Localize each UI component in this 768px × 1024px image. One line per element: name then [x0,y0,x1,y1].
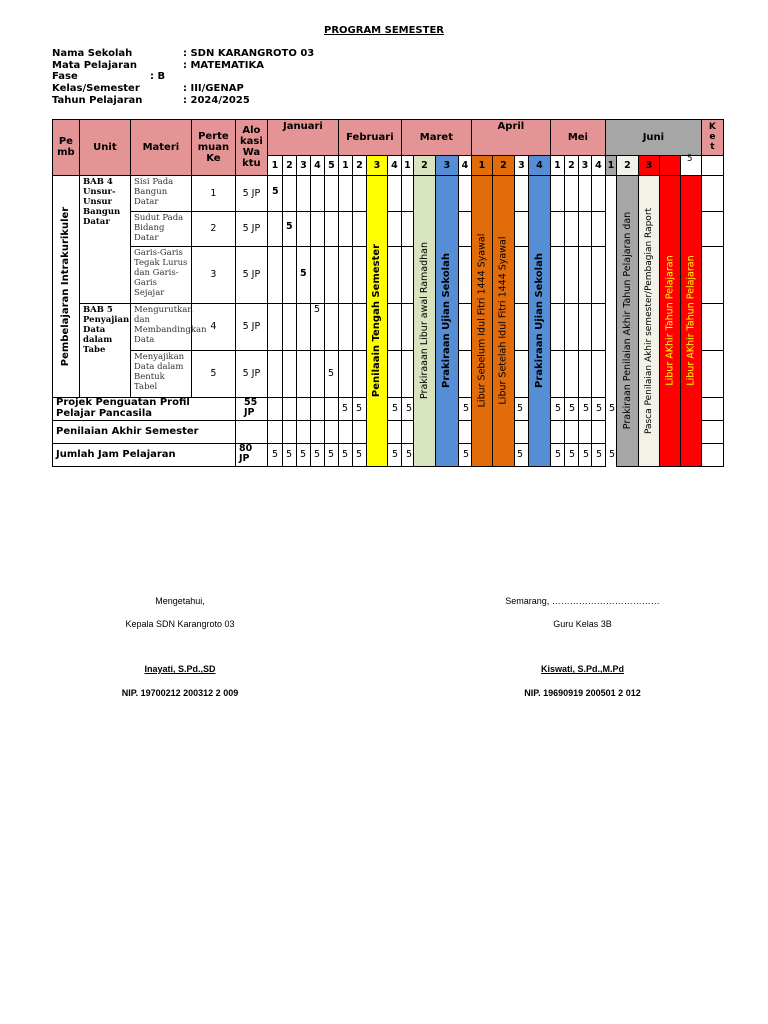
materi-cell: Garis-Garis Tegak Lurus dan Garis-Garis Sejajar [130,246,192,304]
jumlah-mark: 5 [314,449,321,460]
week-cell [387,211,402,247]
week-number: 4 [528,155,551,176]
ket-week-cell [701,155,724,176]
week-cell [458,175,472,212]
week-number: 1 [338,155,353,176]
week-cell [514,420,529,444]
week-number: 3 [296,155,311,176]
week-number: 3 [514,155,529,176]
info-value: : III/GENAP [183,83,244,95]
week-cell [458,246,472,304]
week-cell [591,175,606,212]
jumlah-alokasi: 80 JP [235,443,268,467]
jumlah-mark: 5 [463,449,470,460]
projek-alokasi: 55 JP [235,397,268,421]
band-idul-2-text: Libur Setelah Idul Fitri 1444 Syawal [497,236,509,405]
band-libur-1-text: Libur AKhir Tahun Pelajaran [664,255,676,387]
week-cell [338,303,353,351]
header-ket: K e t [701,119,724,156]
week-number: 3 [435,155,459,176]
info-value: : MATEMATIKA [183,59,264,71]
jumlah-mark: 5 [286,449,293,460]
pertemuan-cell: 4 [191,303,236,351]
projek-mark: 5 [583,403,590,414]
alokasi-cell: 5 JP [235,246,268,304]
week-cell [267,211,283,247]
week-number [659,155,681,176]
projek-mark: 5 [596,403,603,414]
week-cell [310,350,325,398]
week-cell [282,175,297,212]
jumlah-mark: 5 [555,449,562,460]
week-cell [387,303,402,351]
week-cell [514,175,529,212]
week-cell [550,350,565,398]
projek-mark: 5 [555,403,562,414]
pertemuan-cell: 2 [191,211,236,247]
week-cell [401,246,414,304]
info-row-class [52,83,244,95]
week-cell [564,303,579,351]
teacher-name: Kiswati, S.Pd.,M.Pd [540,664,624,674]
week-cell [550,211,565,247]
page-title: PROGRAM SEMESTER [324,25,444,36]
band-ujian-2-text: Prakiraan Ujian Sekolah [533,253,545,389]
week-cell [550,303,565,351]
jumlah-mark: 5 [406,449,413,460]
week-cell [401,175,414,212]
week-cell [352,420,367,444]
left-line2: Kepala SDN Karangroto 03 [125,619,235,629]
schedule-mark: 5 [300,268,307,279]
section-label-text: Pembelajaran Intrakurikuler [60,206,72,367]
info-value: : 2024/2025 [183,94,250,106]
band-libur-2-text: Libur AKhir Tahun Pelajaran [685,255,697,387]
week-number: 4 [591,155,606,176]
week-cell [282,420,297,444]
week-cell [338,420,353,444]
week-number: 2 [564,155,579,176]
principal-name: Inayati, S.Pd.,SD [144,664,216,674]
week-cell [282,246,297,304]
semester-table [52,119,723,467]
week-cell [296,211,311,247]
jumlah-mark: 5 [583,449,590,460]
week-number: 1 [401,155,414,176]
schedule-mark: 5 [314,304,321,315]
info-value: : B [150,71,166,83]
week-cell [591,420,606,444]
info-label: Fase [52,71,78,83]
week-cell [550,420,565,444]
week-cell [514,303,529,351]
week-cell [352,246,367,304]
jumlah-mark: 5 [356,449,363,460]
band-pasca-text: Pasca Penilaian Akhir semester/Pembagian Raport [643,207,654,434]
band-idul-1 [471,175,493,467]
week-cell [324,420,339,444]
info-row-school [52,48,315,60]
jumlah-mark: 5 [328,449,335,460]
week-cell [296,420,311,444]
info-row-subject [52,59,264,72]
week-cell [401,303,414,351]
week-cell [591,350,606,398]
month-juni: Juni [605,119,702,156]
info-label: Nama Sekolah [52,48,133,59]
header-unit: Unit [79,119,131,176]
week-number: 2 [616,155,639,176]
month-maret: Maret [401,119,472,156]
jumlah-mark: 5 [342,449,349,460]
band-ramadhan [413,175,436,467]
jumlah-mark: 5 [596,449,603,460]
pertemuan-cell: 1 [191,175,236,212]
alokasi-cell: 5 JP [235,211,268,247]
week-number: 2 [413,155,436,176]
week-number: 1 [267,155,283,176]
week-cell [458,420,472,444]
week-cell [267,420,283,444]
school-info [52,48,315,106]
week-cell [578,350,592,398]
projek-mark: 5 [406,403,413,414]
right-line1: Semarang, ……………………………… [505,596,660,606]
month-mei: Mei [550,119,606,156]
left-line1: Mengetahui, [155,596,205,606]
alokasi-cell: 5 JP [235,175,268,212]
week-cell [591,211,606,247]
projek-mark: 5 [342,403,349,414]
pas-label: Penilaian Akhir Semester [52,420,236,444]
week-cell [514,246,529,304]
band-idul-1-text: Libur Sebelum Idul Fitri 1444 Syawal [476,234,488,408]
projek-mark: 5 [463,403,470,414]
week-cell [338,350,353,398]
week-cell [578,420,592,444]
week-number: 4 [458,155,472,176]
projek-mark: 5 [609,403,616,414]
band-libur-1 [659,175,681,467]
week-cell [458,211,472,247]
ket-cell [701,443,724,467]
band-libur-2 [680,175,702,467]
ket-cell [701,350,724,398]
week-cell [387,246,402,304]
week-number: 3 [578,155,592,176]
week-cell [282,397,297,421]
band-ramadhan-text: Prakiraaan Libur awal Ramadhan [418,242,430,400]
band-ujian-2 [528,175,551,467]
jumlah-mark: 5 [609,449,616,460]
week-cell [591,303,606,351]
week-cell [352,303,367,351]
materi-cell: Sisi Pada Bangun Datar [130,175,192,212]
week-cell [550,246,565,304]
alokasi-cell: 5 JP [235,350,268,398]
ket-cell [701,211,724,247]
week-cell [324,211,339,247]
month-april: April [471,119,551,156]
ket-cell [701,303,724,351]
pas-alokasi [235,420,268,444]
projek-mark: 5 [392,403,399,414]
week-cell [310,420,325,444]
schedule-mark: 5 [286,221,293,232]
ket-cell [701,397,724,421]
week-cell [352,175,367,212]
week-cell [564,350,579,398]
week-cell [578,175,592,212]
week-number: 1 [605,155,617,176]
alokasi-cell: 5 JP [235,303,268,351]
pertemuan-cell: 5 [191,350,236,398]
header-pemb: Pe mb [52,119,80,176]
week-cell [324,303,339,351]
info-label: Kelas/Semester [52,83,140,95]
week-cell [564,246,579,304]
week-cell [401,350,414,398]
band-pts [366,175,388,467]
projek-mark: 5 [569,403,576,414]
schedule-mark: 5 [328,368,335,379]
header-alokasi: Alo kasi Wa ktu [235,119,268,176]
projek-mark: 5 [356,403,363,414]
week-cell [578,211,592,247]
week-cell [564,420,579,444]
week-cell [296,175,311,212]
week-cell [564,175,579,212]
jumlah-label: Jumlah Jam Pelajaran [52,443,236,467]
right-line2: Guru Kelas 3B [553,619,612,629]
month-januari: Januari [267,119,339,156]
week-cell [550,175,565,212]
info-row-phase [52,71,166,83]
jumlah-mark: 5 [517,449,524,460]
week-cell [352,350,367,398]
week-number: 1 [550,155,565,176]
week-number: 5 [324,155,339,176]
ket-cell [701,175,724,212]
week-cell [458,350,472,398]
month-februari: Februari [338,119,402,156]
materi-cell: Sudut Pada Bidang Datar [130,211,192,247]
week-cell [401,420,414,444]
materi-cell: Mengurutkan dan Membandingkan Data [130,303,192,351]
unit-bab4: BAB 4 Unsur-Unsur Bangun Datar [79,175,131,304]
header-materi: Materi [130,119,192,176]
week-cell [387,420,402,444]
week-cell [401,211,414,247]
projek-label: Projek Penguatan Profil Pelajar Pancasila [52,397,236,421]
week-cell [514,211,529,247]
week-cell [282,350,297,398]
jumlah-mark: 5 [300,449,307,460]
week-number: 2 [352,155,367,176]
week-cell [310,211,325,247]
week-cell [564,211,579,247]
week-number: 4 [387,155,402,176]
week-cell [578,246,592,304]
week-cell [310,397,325,421]
week-cell [267,350,283,398]
band-pasca [638,175,660,467]
week-cell [296,397,311,421]
week-number: 2 [282,155,297,176]
week-cell [514,350,529,398]
jumlah-mark: 5 [392,449,399,460]
week-cell [267,303,283,351]
week-number: 5 [687,154,693,164]
section-label [52,175,80,398]
week-cell [267,397,283,421]
materi-cell: Menyajikan Data dalam Bentuk Tabel [130,350,192,398]
week-cell [310,175,325,212]
band-pat-text: Prakiraan Penilaian Akhir Tahun Pelajaran dan [621,212,633,430]
jumlah-mark: 5 [569,449,576,460]
week-cell [387,175,402,212]
week-number: 2 [492,155,515,176]
week-number: 3 [366,155,388,176]
week-number: 3 [638,155,660,176]
unit-bab5: BAB 5 Penyajian Data dalam Tabe [79,303,131,398]
week-cell [338,175,353,212]
ket-cell [701,246,724,304]
week-cell [578,303,592,351]
week-cell [387,350,402,398]
info-label: Tahun Pelajaran [52,94,143,106]
week-number: 1 [471,155,493,176]
week-cell [458,303,472,351]
week-cell [267,246,283,304]
principal-nip: NIP. 19700212 200312 2 009 [121,688,239,698]
week-number: 4 [310,155,325,176]
pertemuan-cell: 3 [191,246,236,304]
band-idul-2 [492,175,515,467]
ket-cell [701,420,724,444]
band-pat [616,175,639,467]
week-cell [352,211,367,247]
week-cell [310,246,325,304]
week-cell [591,246,606,304]
week-cell [296,303,311,351]
band-ujian-1-text: Prakiraan Ujian Sekolah [441,253,453,389]
band-ujian-1 [435,175,459,467]
teacher-nip: NIP. 19690919 200501 2 012 [524,688,641,698]
jumlah-mark: 5 [272,449,279,460]
week-cell [324,246,339,304]
schedule-mark: 5 [272,186,279,197]
projek-mark: 5 [517,403,524,414]
week-cell [324,397,339,421]
band-pts-text: Penilaain Tengah Semester [371,244,383,398]
info-row-year [52,94,250,107]
info-value: : SDN KARANGROTO 03 [183,48,315,59]
week-cell [324,175,339,212]
info-label: Mata Pelajaran [52,59,137,71]
week-cell [282,303,297,351]
week-cell [338,246,353,304]
header-pertemuan: Perte muan Ke [191,119,236,176]
week-cell [338,211,353,247]
week-cell [296,350,311,398]
